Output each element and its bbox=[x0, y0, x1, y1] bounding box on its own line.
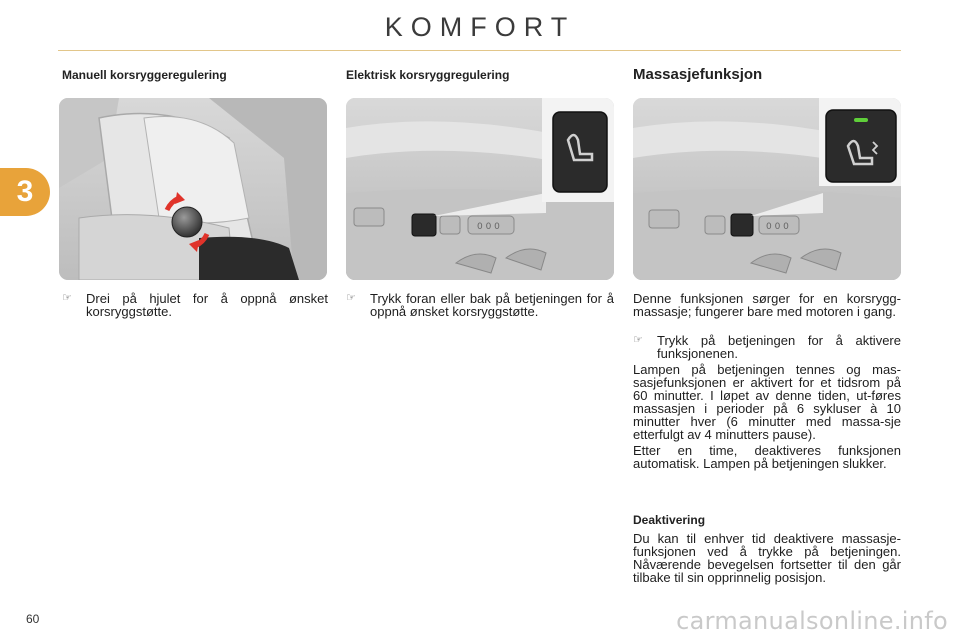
electric-lumbar-heading: Elektrisk korsryggregulering bbox=[346, 68, 510, 82]
deactivation-heading: Deaktivering bbox=[633, 513, 706, 527]
electric-lumbar-instruction: ☞ Trykk foran eller bak på betjeningen for å oppnå ønsket korsryggstøtte. bbox=[346, 291, 614, 319]
page-title: KOMFORT bbox=[384, 12, 576, 42]
manual-lumbar-heading: Manuell korsryggeregulering bbox=[62, 68, 227, 82]
chapter-tab: 3 bbox=[0, 168, 50, 216]
massage-intro: Denne funksjonen sørger for en korsrygg-massasje; fungerer bare med motoren i gang. bbox=[633, 291, 901, 319]
pointing-finger-icon: ☞ bbox=[633, 334, 643, 346]
lumbar-wheel-icon bbox=[59, 98, 327, 280]
massage-auto-off: Etter en time, deaktiveres funksjonen automatisk. Lampen på betjeningen slukker. bbox=[633, 443, 901, 471]
title-divider bbox=[58, 50, 901, 51]
manual-lumbar-instruction: ☞ Drei på hjulet for å oppnå ønsket korsryggstøtte. bbox=[62, 291, 328, 319]
svg-text:0 0 0: 0 0 0 bbox=[477, 222, 500, 232]
massage-switch-icon bbox=[633, 98, 901, 280]
lumbar-switch-photo bbox=[346, 98, 614, 280]
massage-heading: Massasjefunksjon bbox=[633, 66, 763, 83]
pointing-finger-icon: ☞ bbox=[346, 292, 356, 304]
lumbar-switch-icon bbox=[346, 98, 614, 280]
page-number: 60 bbox=[26, 612, 40, 626]
massage-lamp-description: Lampen på betjeningen tennes og mas-sasjefunksjonen er aktivert for et tidsrom på 60 minutter. I løpet av denne tiden, ut-føres massasjen i perioder på 6 sykluser à 10 minutter hver (6 minutter med massa-sje etterfulgt av 4 minutters pause). bbox=[633, 362, 901, 442]
svg-text:0 0 0: 0 0 0 bbox=[766, 222, 789, 232]
pointing-finger-icon: ☞ bbox=[62, 292, 72, 304]
watermark: carmanualsonline.info bbox=[676, 607, 948, 635]
massage-switch-photo bbox=[633, 98, 901, 280]
lumbar-wheel-photo bbox=[59, 98, 327, 280]
massage-instruction: ☞ Trykk på betjeningen for å aktivere funksjonenen. bbox=[633, 333, 901, 361]
deactivation-text: Du kan til enhver tid deaktivere massasje-funksjonen ved å trykke på betjeningen. Nåværende bevegelsen fortsetter til den går tilbake til sin opprinnelig posisjon. bbox=[633, 531, 901, 585]
